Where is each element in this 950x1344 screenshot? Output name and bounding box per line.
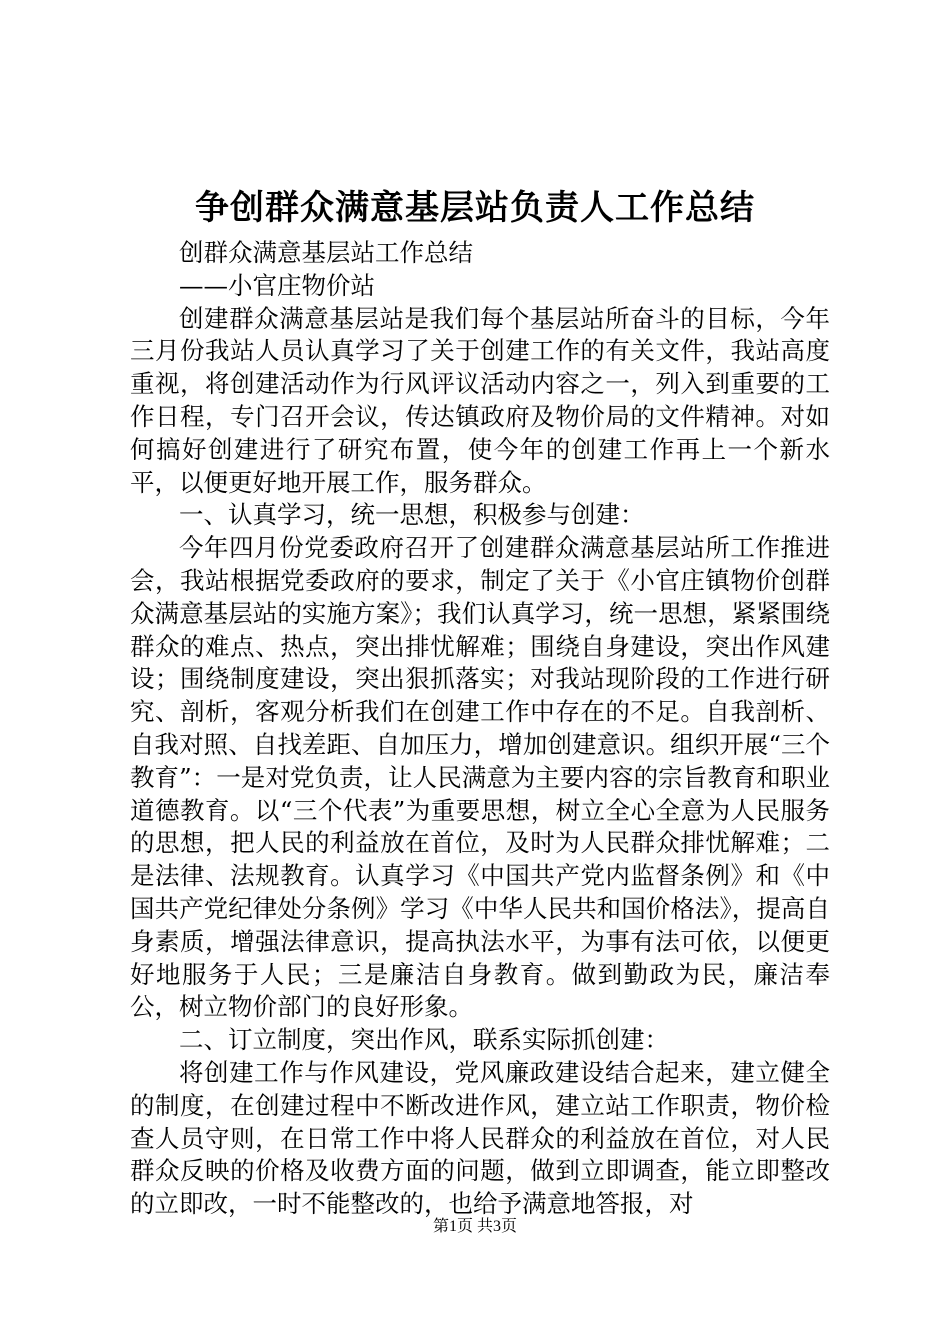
document-body <box>130 237 830 1221</box>
subtitle-paragraph: 创群众满意基层站工作总结 <box>179 238 473 267</box>
author-line: ——小官庄物价站 <box>179 270 375 300</box>
section-heading-2: 二、订立制度，突出作风，联系实际抓创建： <box>179 1025 669 1055</box>
intro-paragraph: 创建群众满意基层站是我们每个基层站所奋斗的目标，今年三月份我站人员认真学习了关于创建工作的有关文件，我站高度重视，将创建活动作为行风评议活动内容之一，列入到重要的工作日程，专门召开会议，传达镇政府及物价局的文件精神。对如何搞好创建进行了研究布置，使今年的创建工作再上一个新水平，以便更好地开展工作，服务群众。 <box>130 303 830 497</box>
document-title: 争创群众满意基层站负责人工作总结 <box>195 188 755 228</box>
section-2-paragraph: 将创建工作与作风建设，党风廉政建设结合起来，建立健全的制度，在创建过程中不断改进作风，建立站工作职责，物价检查人员守则，在日常工作中将人民群众的利益放在首位，对人民群众反映的价格及收费方面的问题，做到立即调查，能立即整改的立即改，一时不能整改的，也给予满意地答报，对 <box>130 1057 830 1219</box>
page-number-footer: 第1页 共3页 <box>432 1218 517 1235</box>
section-1-paragraph: 今年四月份党委政府召开了创建群众满意基层站所工作推进会，我站根据党委政府的要求，制定了关于《小官庄镇物价创群众满意基层站的实施方案》；我们认真学习，统一思想，紧紧围绕群众的难点、热点，突出排忧解难；围绕自身建设，突出作风建设；围绕制度建设，突出狠抓落实；对我站现阶段的工作进行研究、剖析，客观分析我们在创建工作中存在的不足。自我剖析、自我对照、自找差距、自加压力，增加创建意识。组织开展“三个教育”：一是对党负责，让人民满意为主要内容的宗旨教育和职业道德教育。以“三个代表”为重要思想，树立全心全意为人民服务的思想，把人民的利益放在首位，及时为人民群众排忧解难；二是法律、法规教育。认真学习《中国共产党内监督条例》和《中国共产党纪律处分条例》学习《中华人民共和国价格法》，提高自身素质，增强法律意识，提高执法水平，为事有法可依，以便更好地服务于人民；三是廉洁自身教育。做到勤政为民，廉洁奉公，树立物价部门的良好形象。 <box>130 533 830 1022</box>
section-heading-1: 一、认真学习，统一思想，积极参与创建： <box>179 500 645 530</box>
